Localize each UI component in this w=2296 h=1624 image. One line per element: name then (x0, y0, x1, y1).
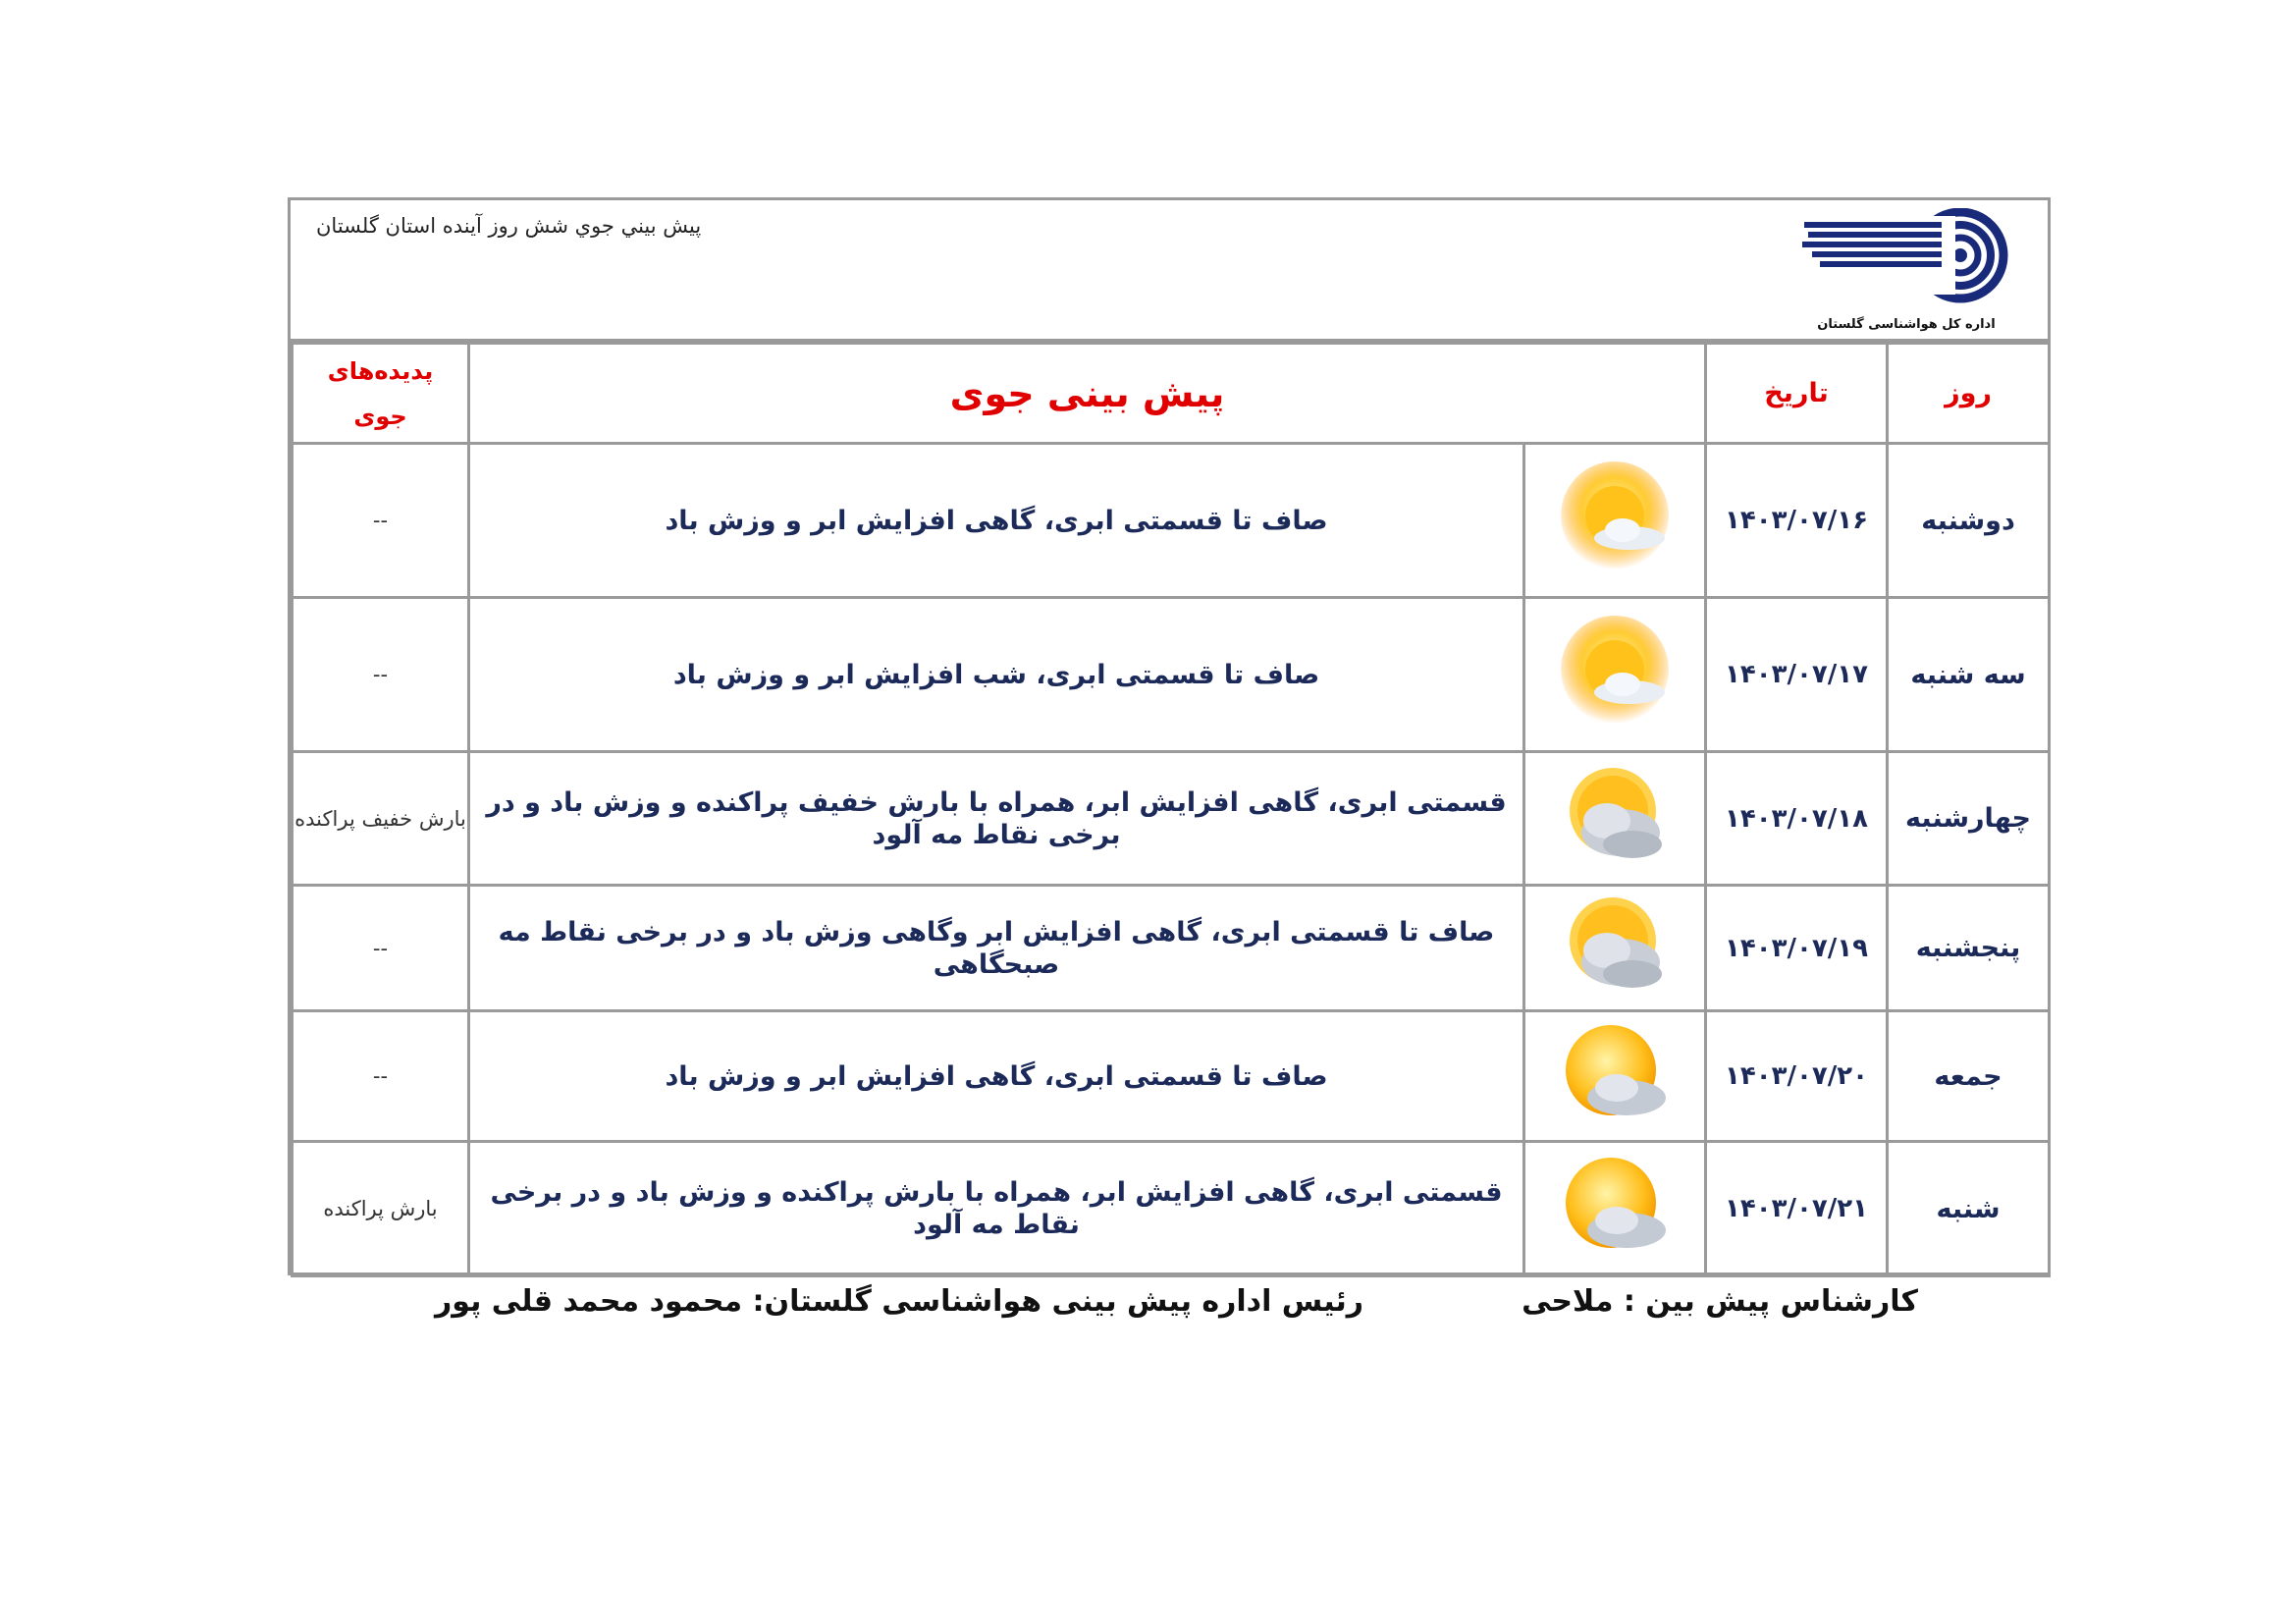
phenomena-header-line2: جوی (353, 402, 407, 430)
row-date: ۱۴۰۳/۰۷/۱۶ (1706, 444, 1888, 598)
row-day: دوشنبه (1888, 444, 2050, 598)
column-header-date: تاریخ (1706, 344, 1888, 444)
row-forecast: قسمتی ابری، گاهی افزایش ابر، همراه با بارش پراکنده و وزش باد و در برخی نقاط مه آلود (469, 1142, 1524, 1276)
sun-cloud-large-icon (1556, 1017, 1674, 1135)
forecaster-name: کارشناس پیش بین : ملاحی (1522, 1284, 1918, 1319)
partly-cloudy-icon (1556, 760, 1674, 878)
row-phenomena: بارش پراکنده (293, 1142, 469, 1276)
forecast-sheet (288, 197, 2051, 1275)
table-row (293, 752, 2050, 886)
row-phenomena: -- (293, 1011, 469, 1142)
table-row (293, 444, 2050, 598)
column-header-phenomena (293, 344, 469, 444)
row-weather-icon-cell (1524, 886, 1706, 1011)
row-forecast: صاف تا قسمتی ابری، گاهی افزایش ابر وگاهی وزش باد و در برخی نقاط مه صبحگاهی (469, 886, 1524, 1011)
department-head-name: رئیس اداره پیش بینی هواشناسی گلستان: محمود محمد قلی پور (435, 1284, 1363, 1319)
row-weather-icon-cell (1524, 598, 1706, 752)
row-forecast: صاف تا قسمتی ابری، گاهی افزایش ابر و وزش باد (469, 444, 1524, 598)
table-row (293, 886, 2050, 1011)
phenomena-header-line1: پدیده‌های (327, 356, 434, 385)
table-row (293, 1011, 2050, 1142)
row-phenomena: -- (293, 444, 469, 598)
table-row (293, 598, 2050, 752)
column-header-forecast: پیش بینی جوی (469, 344, 1706, 444)
row-day: سه شنبه (1888, 598, 2050, 752)
sun-cloud-large-icon (1556, 1150, 1674, 1268)
logo-caption: اداره کل هواشناسی گلستان (1817, 317, 1996, 332)
sun-cloud-icon (1556, 461, 1674, 579)
row-phenomena: -- (293, 886, 469, 1011)
partly-cloudy-icon (1556, 890, 1674, 1007)
row-forecast: صاف تا قسمتی ابری، شب افزایش ابر و وزش باد (469, 598, 1524, 752)
row-forecast: قسمتی ابری، گاهی افزایش ابر، همراه با بارش خفیف پراکنده و وزش باد و در برخی نقاط مه آلود (469, 752, 1524, 886)
row-day: جمعه (1888, 1011, 2050, 1142)
row-weather-icon-cell (1524, 752, 1706, 886)
row-date: ۱۴۰۳/۰۷/۱۸ (1706, 752, 1888, 886)
column-header-day: روز (1888, 344, 2050, 444)
sheet-title: پيش بيني جوي شش روز آينده استان گلستان (316, 214, 702, 238)
sun-cloud-icon (1556, 616, 1674, 733)
row-day: پنجشنبه (1888, 886, 2050, 1011)
row-phenomena: بارش خفیف پراکنده (293, 752, 469, 886)
row-date: ۱۴۰۳/۰۷/۱۹ (1706, 886, 1888, 1011)
forecast-table (291, 342, 2051, 1277)
row-date: ۱۴۰۳/۰۷/۲۱ (1706, 1142, 1888, 1276)
row-day: شنبه (1888, 1142, 2050, 1276)
row-date: ۱۴۰۳/۰۷/۱۷ (1706, 598, 1888, 752)
sheet-header (291, 200, 2048, 342)
row-date: ۱۴۰۳/۰۷/۲۰ (1706, 1011, 1888, 1142)
table-header-row (293, 344, 2050, 444)
meteorological-organization-logo-icon (1798, 208, 2014, 334)
row-weather-icon-cell (1524, 1011, 1706, 1142)
row-forecast: صاف تا قسمتی ابری، گاهی افزایش ابر و وزش باد (469, 1011, 1524, 1142)
table-row (293, 1142, 2050, 1276)
row-day: چهارشنبه (1888, 752, 2050, 886)
row-phenomena: -- (293, 598, 469, 752)
row-weather-icon-cell (1524, 1142, 1706, 1276)
row-weather-icon-cell (1524, 444, 1706, 598)
